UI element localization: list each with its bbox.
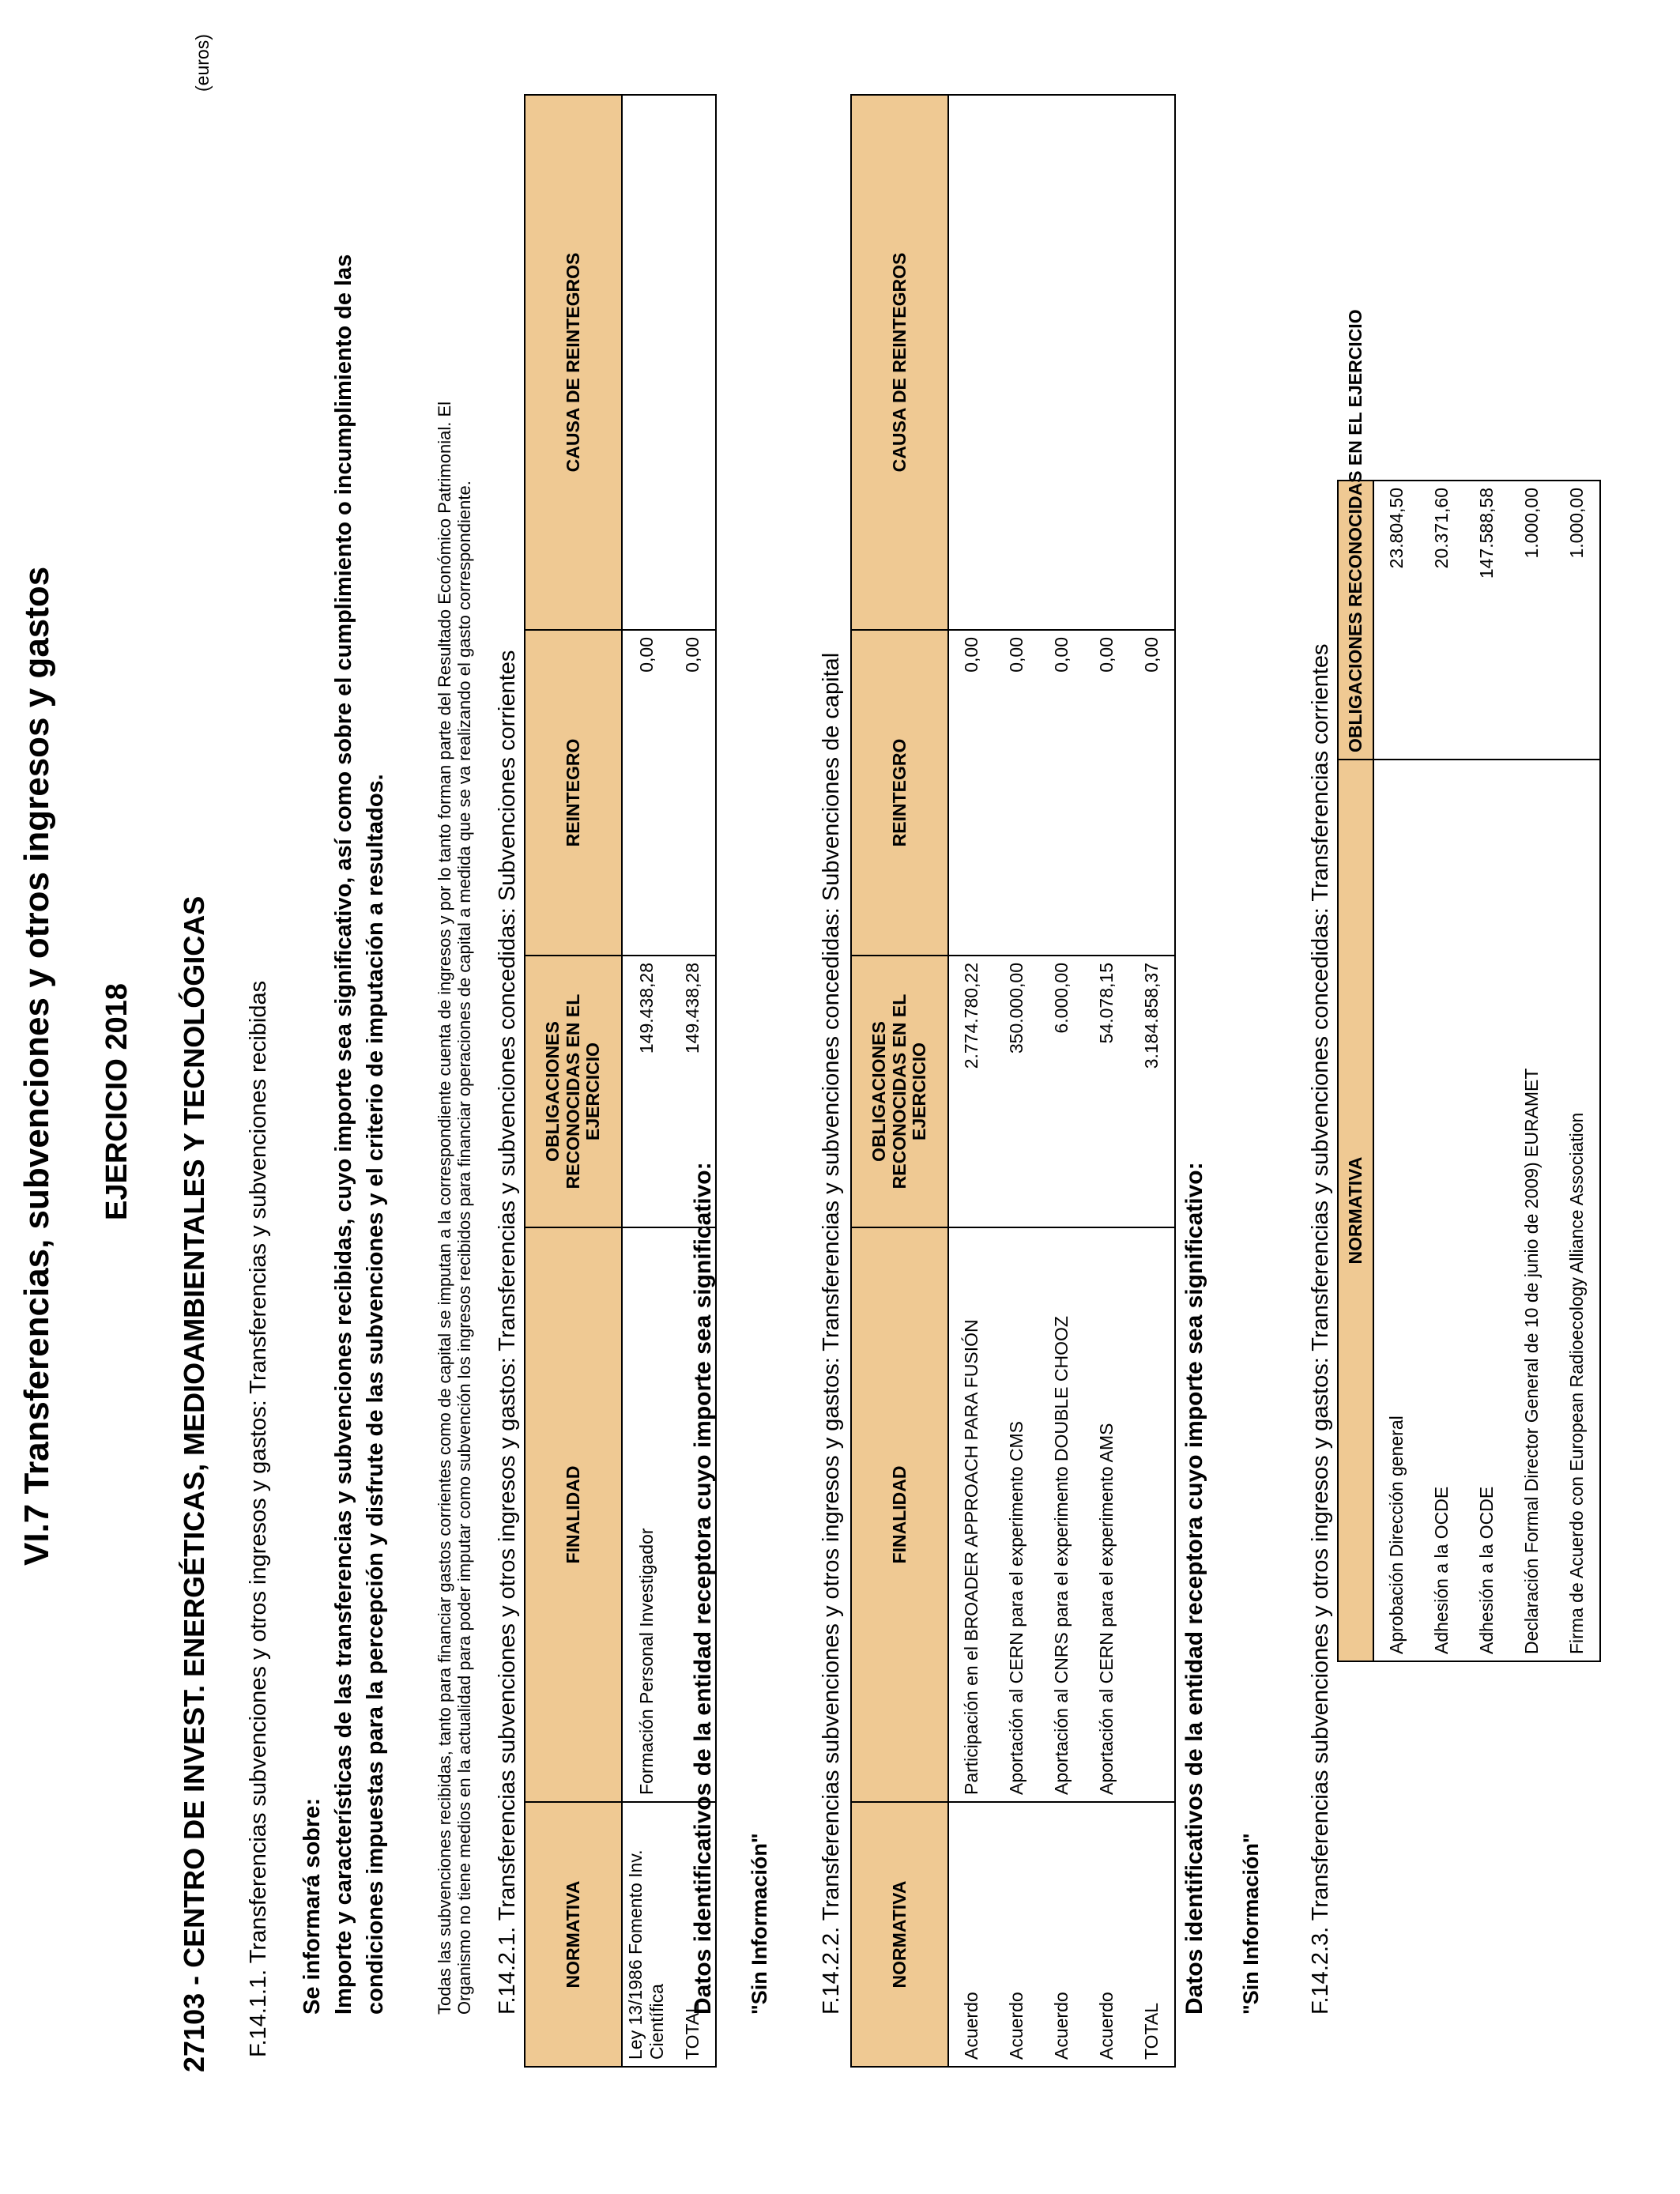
cell-obligaciones: 147.588,58 — [1464, 481, 1509, 760]
cell-causa — [948, 95, 994, 630]
cell-obligaciones: 149.438,28 — [622, 956, 670, 1227]
cell-reintegro: 0,00 — [1084, 630, 1129, 956]
col-header-causa: CAUSA DE REINTEGROS — [851, 95, 948, 630]
cell-causa — [670, 95, 716, 630]
cell-causa — [1129, 95, 1175, 630]
cell-normativa: Firma de Acuerdo con European Radioecology Alliance Association — [1554, 760, 1600, 1661]
section-title-f14122: F.14.2.2. Transferencias subvenciones y otros ingresos y gastos: Transferencias y subvenciones concedidas: Subvenciones de capital — [819, 652, 844, 2015]
currency-label: (euros) — [192, 34, 213, 92]
col-header-normativa: NORMATIVA — [525, 1802, 622, 2067]
cell-normativa: Acuerdo — [1039, 1802, 1084, 2067]
cell-normativa: Declaración Formal Director General de 10 de junio de 2009) EURAMET — [1509, 760, 1554, 1661]
receptor-value-1: "Sin Información" — [748, 1833, 771, 2015]
table-subvenciones-corrientes — [524, 94, 717, 2068]
cell-causa — [994, 95, 1039, 630]
cell-causa — [1084, 95, 1129, 630]
note-line-1: Todas las subvenciones recibidas, tanto para financiar gastos corrientes como de capital se imputan a la correspondiente cuenta de ingresos y por lo tanto forman parte del Resultado Económico Patrimonial. El — [435, 401, 454, 2015]
cell-obligaciones: 350.000,00 — [994, 956, 1039, 1227]
receptor-title-1: Datos identificativos de la entidad receptora cuyo importe sea significativo: — [690, 1162, 716, 2015]
inform-line-1: Importe y características de las transferencias y subvenciones recibidas, cuyo importe sea significativo, así como sobre el cumplimiento o incumplimiento de las — [331, 254, 356, 2015]
table-row — [1509, 481, 1554, 1661]
cell-reintegro: 0,00 — [994, 630, 1039, 956]
section-title-f14121: F.14.2.1. Transferencias subvenciones y otros ingresos y gastos: Transferencias y subvenciones concedidas: Subvenciones corrientes — [495, 650, 520, 2015]
cell-normativa: Acuerdo — [948, 1802, 994, 2067]
cell-obligaciones: 23.804,50 — [1373, 481, 1419, 760]
cell-finalidad: Aportación al CERN para el experimento AMS — [1084, 1227, 1129, 1802]
table-row — [994, 95, 1039, 2067]
col-header-normativa: NORMATIVA — [1338, 760, 1373, 1661]
cell-reintegro: 0,00 — [1039, 630, 1084, 956]
col-header-finalidad: FINALIDAD — [851, 1227, 948, 1802]
cell-reintegro: 0,00 — [622, 630, 670, 956]
cell-obligaciones: 20.371,60 — [1419, 481, 1464, 760]
col-header-causa: CAUSA DE REINTEGROS — [525, 95, 622, 630]
cell-finalidad: Aportación al CERN para el experimento CMS — [994, 1227, 1039, 1802]
table-row — [1419, 481, 1464, 1661]
table-row — [1039, 95, 1084, 2067]
cell-obligaciones: 3.184.858,37 — [1129, 956, 1175, 1227]
cell-obligaciones: 2.774.780,22 — [948, 956, 994, 1227]
page-title: VI.7 Transferencias, subvenciones y otros ingresos y gastos — [17, 566, 56, 1566]
cell-finalidad — [1129, 1227, 1175, 1802]
cell-normativa: TOTAL — [1129, 1802, 1175, 2067]
col-header-obligaciones: OBLIGACIONES RECONOCIDAS EN EL EJERCICIO — [1338, 481, 1373, 760]
cell-reintegro: 0,00 — [948, 630, 994, 956]
cell-normativa: Acuerdo — [1084, 1802, 1129, 2067]
table-row — [948, 95, 994, 2067]
table-row — [1554, 481, 1600, 1661]
cell-obligaciones: 54.078,15 — [1084, 956, 1129, 1227]
receptor-value-2: "Sin Información" — [1239, 1833, 1263, 2015]
cell-normativa: Aprobación Dirección general — [1373, 760, 1419, 1661]
col-header-finalidad: FINALIDAD — [525, 1227, 622, 1802]
cell-obligaciones: 1.000,00 — [1509, 481, 1554, 760]
col-header-obligaciones: OBLIGACIONES RECONOCIDAS EN EL EJERCICIO — [525, 956, 622, 1227]
col-header-normativa: NORMATIVA — [851, 1802, 948, 2067]
cell-normativa: Adhesión a la OCDE — [1464, 760, 1509, 1661]
section-title-f1411: F.14.1.1. Transferencias subvenciones y otros ingresos y gastos: Transferencias y subvenciones recibidas — [246, 980, 271, 2057]
cell-reintegro: 0,00 — [670, 630, 716, 956]
cell-normativa: Ley 13/1986 Fomento Inv. Científica — [622, 1802, 670, 2067]
cell-finalidad: Formación Personal Investigador — [622, 1227, 670, 1802]
cell-finalidad: Aportación al CNRS para el experimento DOUBLE CHOOZ — [1039, 1227, 1084, 1802]
table-row — [1084, 95, 1129, 2067]
table-row — [622, 95, 670, 2067]
table-subvenciones-capital — [850, 94, 1176, 2068]
cell-obligaciones: 149.438,28 — [670, 956, 716, 1227]
cell-reintegro: 0,00 — [1129, 630, 1175, 956]
fiscal-year: EJERCICIO 2018 — [100, 983, 134, 1220]
table-row — [1464, 481, 1509, 1661]
cell-finalidad: Participación en el BROADER APPROACH PARA FUSIÓN — [948, 1227, 994, 1802]
organization-name: 27103 - CENTRO DE INVEST. ENERGÉTICAS, MEDIOAMBIENTALES Y TECNOLÓGICAS — [178, 895, 210, 2072]
inform-line-2: condiciones impuestas para la percepción y disfrute de las subvenciones y el criterio de imputación a resultados. — [363, 774, 388, 2015]
cell-normativa: Acuerdo — [994, 1802, 1039, 2067]
col-header-reintegro: REINTEGRO — [851, 630, 948, 956]
receptor-title-2: Datos identificativos de la entidad receptora cuyo importe sea significativo: — [1181, 1162, 1207, 2015]
cell-normativa: TOTAL — [670, 1802, 716, 2067]
table-row — [1373, 481, 1419, 1661]
col-header-reintegro: REINTEGRO — [525, 630, 622, 956]
cell-normativa: Adhesión a la OCDE — [1419, 760, 1464, 1661]
col-header-obligaciones: OBLIGACIONES RECONOCIDAS EN EL EJERCICIO — [851, 956, 948, 1227]
table-row-total — [1129, 95, 1175, 2067]
cell-causa — [622, 95, 670, 630]
inform-label: Se informará sobre: — [299, 1798, 325, 2015]
note-line-2: Organismo no tiene medios en la actualidad para poder imputar como subvención los ingresos recibidos para financiar operaciones de capital a medida que se va realizando el gasto correspondiente. — [454, 481, 474, 2015]
cell-causa — [1039, 95, 1084, 630]
cell-obligaciones: 1.000,00 — [1554, 481, 1600, 760]
section-title-f14123: F.14.2.3. Transferencias subvenciones y otros ingresos y gastos: Transferencias y subvenciones concedidas: Transferencias corrientes — [1308, 643, 1333, 2015]
table-transferencias-corrientes — [1337, 309, 1601, 1662]
cell-obligaciones: 6.000,00 — [1039, 956, 1084, 1227]
